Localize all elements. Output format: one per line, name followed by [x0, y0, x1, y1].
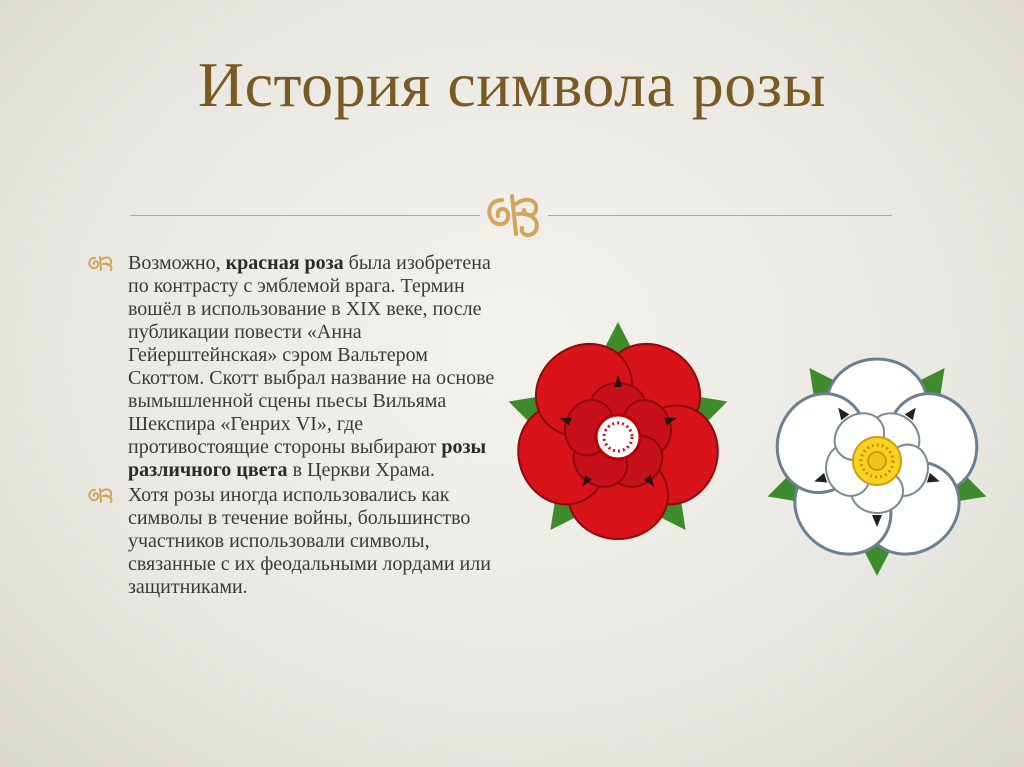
bullet-2-text: Хотя розы иногда использовались как символы в течение войны, большинство участников использовали символы, связанные с их феодальными лордами или защитниками. [128, 484, 491, 598]
white-rose-emblem [757, 346, 997, 576]
curl-ornament-icon [482, 190, 548, 240]
curl-bullet-icon [86, 255, 116, 271]
red-rose-emblem [498, 322, 738, 552]
bullet-list [86, 252, 506, 601]
bullet-item [86, 252, 506, 482]
title-divider [130, 192, 892, 242]
bold-phrase: розы различного цвета [128, 436, 487, 481]
slide-title: История символа розы [197, 49, 827, 120]
bullet-1-text: Возможно, красная роза была изобретена по контрасту с эмблемой врага. Термин вошёл в использование в XIX веке, после публикации повести «Анна Гейерштейнская» сэром Вальтером Скоттом. Скотт выбрал название на основе вымышленной сцены пьесы Вильяма Шекспира «Генрих VI», где противостоящие стороны выбирают розы различного цвета в Церкви Храма. [128, 252, 495, 481]
divider-line-left [130, 215, 480, 216]
bullet-item [86, 484, 506, 599]
divider-line-right [548, 215, 892, 216]
bold-phrase: красная роза [225, 252, 344, 274]
curl-bullet-icon [86, 487, 116, 503]
